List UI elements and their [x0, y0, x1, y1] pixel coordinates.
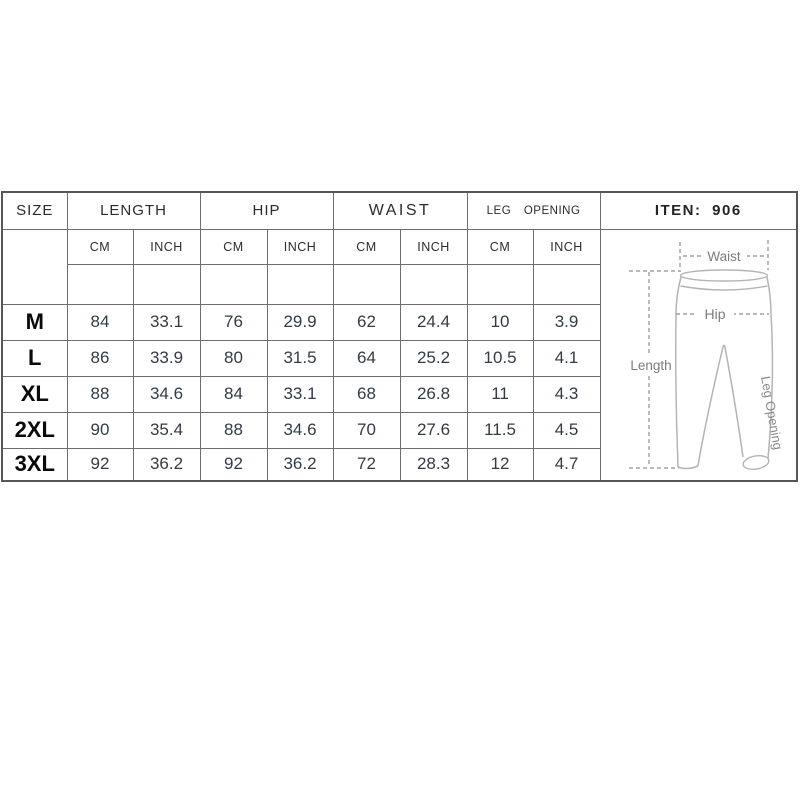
ghost-cell: [267, 264, 333, 304]
cell-hip-cm: 80: [200, 340, 267, 376]
cell-length-cm: 92: [67, 448, 133, 481]
ghost-cell: [67, 264, 133, 304]
unit-leg-cm: CM: [467, 229, 533, 264]
unit-length-inch: INCH: [133, 229, 200, 264]
cell-waist-inch: 28.3: [400, 448, 467, 481]
header-leg-opening: LEG OPENING: [467, 192, 600, 229]
unit-leg-inch: INCH: [533, 229, 600, 264]
cell-waist-cm: 64: [333, 340, 400, 376]
size-label: 3XL: [2, 448, 67, 481]
unit-waist-inch: INCH: [400, 229, 467, 264]
cell-leg-cm: 12: [467, 448, 533, 481]
right-leg-hem-opening: [742, 454, 770, 471]
cell-leg-cm: 11.5: [467, 412, 533, 448]
cell-hip-inch: 33.1: [267, 376, 333, 412]
cell-hip-inch: 29.9: [267, 304, 333, 340]
pants-diagram-cell: [600, 229, 797, 481]
cell-leg-inch: 3.9: [533, 304, 600, 340]
table-header-row: [2, 192, 797, 229]
cell-hip-cm: 84: [200, 376, 267, 412]
left-leg-hem: [678, 466, 698, 469]
cell-waist-cm: 72: [333, 448, 400, 481]
waistband-rim: [680, 270, 767, 281]
header-length: LENGTH: [67, 192, 200, 229]
cell-leg-inch: 4.3: [533, 376, 600, 412]
cell-length-cm: 88: [67, 376, 133, 412]
waistband-bottom: [680, 286, 767, 290]
header-waist: WAIST: [333, 192, 467, 229]
cell-hip-cm: 92: [200, 448, 267, 481]
size-spacer-cell: [2, 229, 67, 304]
pants-sketch: [601, 230, 796, 480]
ghost-cell: [200, 264, 267, 304]
cell-waist-cm: 62: [333, 304, 400, 340]
size-chart-table: [1, 191, 798, 482]
cell-leg-cm: 10.5: [467, 340, 533, 376]
cell-hip-inch: 36.2: [267, 448, 333, 481]
hip-label: Hip: [704, 305, 726, 322]
cell-length-cm: 84: [67, 304, 133, 340]
cell-length-inch: 34.6: [133, 376, 200, 412]
cell-waist-inch: 25.2: [400, 340, 467, 376]
size-label: XL: [2, 376, 67, 412]
header-size: SIZE: [2, 192, 67, 229]
ghost-cell: [333, 264, 400, 304]
cell-waist-cm: 68: [333, 376, 400, 412]
cell-waist-inch: 24.4: [400, 304, 467, 340]
size-label: 2XL: [2, 412, 67, 448]
header-item-number: ITEN: 906: [600, 192, 797, 229]
unit-waist-cm: CM: [333, 229, 400, 264]
cell-leg-inch: 4.7: [533, 448, 600, 481]
cell-length-inch: 35.4: [133, 412, 200, 448]
cell-hip-cm: 76: [200, 304, 267, 340]
cell-length-cm: 90: [67, 412, 133, 448]
cell-waist-inch: 26.8: [400, 376, 467, 412]
pants-measurement-diagram: [601, 230, 796, 480]
units-row: [2, 229, 797, 264]
pants-left-outer-edge: [675, 277, 680, 467]
cell-leg-inch: 4.5: [533, 412, 600, 448]
inner-leg-crotch-line: [698, 345, 743, 466]
cell-leg-cm: 11: [467, 376, 533, 412]
waist-label: Waist: [706, 248, 741, 264]
header-hip: HIP: [200, 192, 333, 229]
cell-leg-inch: 4.1: [533, 340, 600, 376]
ghost-cell: [133, 264, 200, 304]
cell-length-inch: 36.2: [133, 448, 200, 481]
ghost-cell: [400, 264, 467, 304]
cell-hip-inch: 31.5: [267, 340, 333, 376]
length-label: Length: [629, 357, 672, 373]
leg-opening-label: Leg Opening: [757, 374, 786, 451]
cell-length-inch: 33.1: [133, 304, 200, 340]
size-label: L: [2, 340, 67, 376]
cell-leg-cm: 10: [467, 304, 533, 340]
ghost-cell: [533, 264, 600, 304]
unit-length-cm: CM: [67, 229, 133, 264]
cell-waist-inch: 27.6: [400, 412, 467, 448]
cell-length-inch: 33.9: [133, 340, 200, 376]
cell-length-cm: 86: [67, 340, 133, 376]
unit-hip-cm: CM: [200, 229, 267, 264]
unit-hip-inch: INCH: [267, 229, 333, 264]
cell-waist-cm: 70: [333, 412, 400, 448]
cell-hip-cm: 88: [200, 412, 267, 448]
cell-hip-inch: 34.6: [267, 412, 333, 448]
ghost-cell: [467, 264, 533, 304]
size-label: M: [2, 304, 67, 340]
